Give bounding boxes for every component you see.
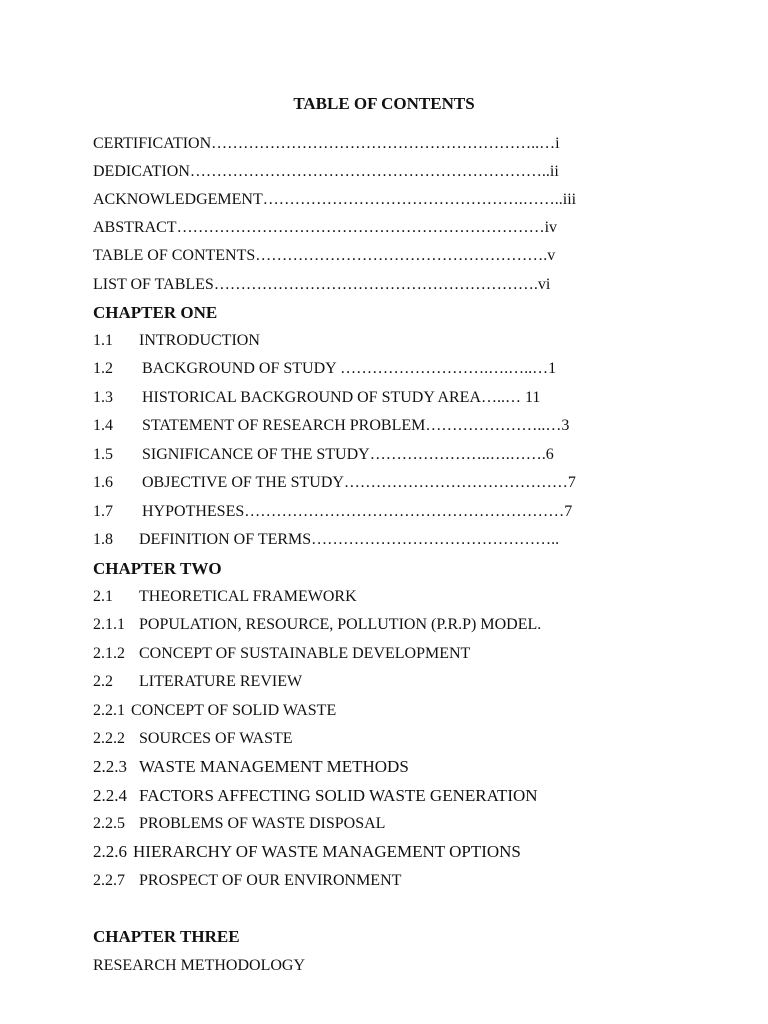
toc-entry-2-2-3 xyxy=(93,757,409,777)
section-title: SIGNIFICANCE OF THE STUDY…………………..….…….6 xyxy=(142,446,554,463)
toc-entry-1-4 xyxy=(93,416,569,436)
section-number: 2.2.6 xyxy=(93,842,127,861)
section-number: 2.1.1 xyxy=(93,616,125,633)
toc-entry-2-1-2 xyxy=(93,644,470,664)
chapter-three-heading: CHAPTER THREE xyxy=(93,927,240,946)
page-title: TABLE OF CONTENTS xyxy=(293,94,475,113)
toc-entry-acknowledgement: ACKNOWLEDGEMENT………………………………………….……..iii xyxy=(93,191,577,208)
toc-entry-1-6 xyxy=(93,473,576,493)
section-title: PROSPECT OF OUR ENVIRONMENT xyxy=(139,872,402,889)
section-number: 1.5 xyxy=(93,446,113,463)
section-number: 1.6 xyxy=(93,474,113,491)
chapter-one-heading: CHAPTER ONE xyxy=(93,303,218,322)
section-number: 2.2.7 xyxy=(93,872,125,889)
toc-entry-2-2-6 xyxy=(93,842,521,862)
toc-entry-list-of-tables: LIST OF TABLES…………………………………………………….vi xyxy=(93,276,551,293)
toc-entry-1-1 xyxy=(93,331,260,351)
section-title: INTRODUCTION xyxy=(139,332,260,349)
section-title: CONCEPT OF SOLID WASTE xyxy=(131,702,337,719)
toc-entry-2-2-5 xyxy=(93,814,385,834)
toc-entry-2-2-7 xyxy=(93,871,401,891)
section-title: FACTORS AFFECTING SOLID WASTE GENERATION xyxy=(139,786,538,805)
toc-entry-dedication: DEDICATION…………………………………………………………..ii xyxy=(93,163,559,180)
section-title: SOURCES OF WASTE xyxy=(139,730,293,747)
section-number: 2.2.5 xyxy=(93,815,125,832)
section-title: CONCEPT OF SUSTAINABLE DEVELOPMENT xyxy=(139,645,471,662)
section-title: STATEMENT OF RESEARCH PROBLEM…………………..…3 xyxy=(142,417,570,434)
toc-entry-2-2-2 xyxy=(93,729,293,749)
section-number: 1.2 xyxy=(93,360,113,377)
section-number: 2.2 xyxy=(93,673,113,690)
chapter-three-subtitle: RESEARCH METHODOLOGY xyxy=(93,957,305,974)
section-number: 2.1 xyxy=(93,588,113,605)
section-number: 1.1 xyxy=(93,332,113,349)
toc-entry-2-2-4 xyxy=(93,786,538,806)
toc-entry-1-5 xyxy=(93,445,554,465)
section-number: 2.2.4 xyxy=(93,786,127,805)
section-title: WASTE MANAGEMENT METHODS xyxy=(139,757,409,776)
section-title: LITERATURE REVIEW xyxy=(139,673,303,690)
toc-entry-1-3 xyxy=(93,388,540,408)
section-number: 1.8 xyxy=(93,531,113,548)
toc-entry-certification: CERTIFICATION……………………………………………………..…i xyxy=(93,135,560,152)
toc-entry-1-8 xyxy=(93,530,559,550)
toc-entry-1-7 xyxy=(93,502,572,522)
toc-entry-2-1-1 xyxy=(93,615,541,635)
section-number: 2.2.2 xyxy=(93,730,125,747)
section-number: 2.2.1 xyxy=(93,702,125,719)
toc-entry-2-2-1 xyxy=(93,701,336,721)
section-title: HYPOTHESES……………………………………………………7 xyxy=(142,503,573,520)
toc-entry-1-2 xyxy=(93,359,556,379)
toc-entry-2-2 xyxy=(93,672,302,692)
section-title: PROBLEMS OF WASTE DISPOSAL xyxy=(139,815,386,832)
toc-entry-abstract: ABSTRACT……………………………………………………………iv xyxy=(93,219,558,236)
section-number: 2.1.2 xyxy=(93,645,125,662)
section-number: 1.3 xyxy=(93,389,113,406)
chapter-two-heading: CHAPTER TWO xyxy=(93,559,222,578)
section-title: HIERARCHY OF WASTE MANAGEMENT OPTIONS xyxy=(133,842,521,861)
toc-entry-2-1 xyxy=(93,587,357,607)
section-number: 1.7 xyxy=(93,503,113,520)
section-title: POPULATION, RESOURCE, POLLUTION (P.R.P) MODEL. xyxy=(139,616,542,633)
section-title: HISTORICAL BACKGROUND OF STUDY AREA…..… 11 xyxy=(142,389,541,406)
section-title: BACKGROUND OF STUDY ……………………….….…..…1 xyxy=(142,360,557,377)
section-title: DEFINITION OF TERMS……………………………………….. xyxy=(139,531,560,548)
section-title: OBJECTIVE OF THE STUDY……………………………………7 xyxy=(142,474,576,491)
section-number: 2.2.3 xyxy=(93,757,127,776)
toc-entry-table-of-contents: TABLE OF CONTENTS……………………………………………….v xyxy=(93,247,556,264)
section-title: THEORETICAL FRAMEWORK xyxy=(139,588,357,605)
section-number: 1.4 xyxy=(93,417,113,434)
